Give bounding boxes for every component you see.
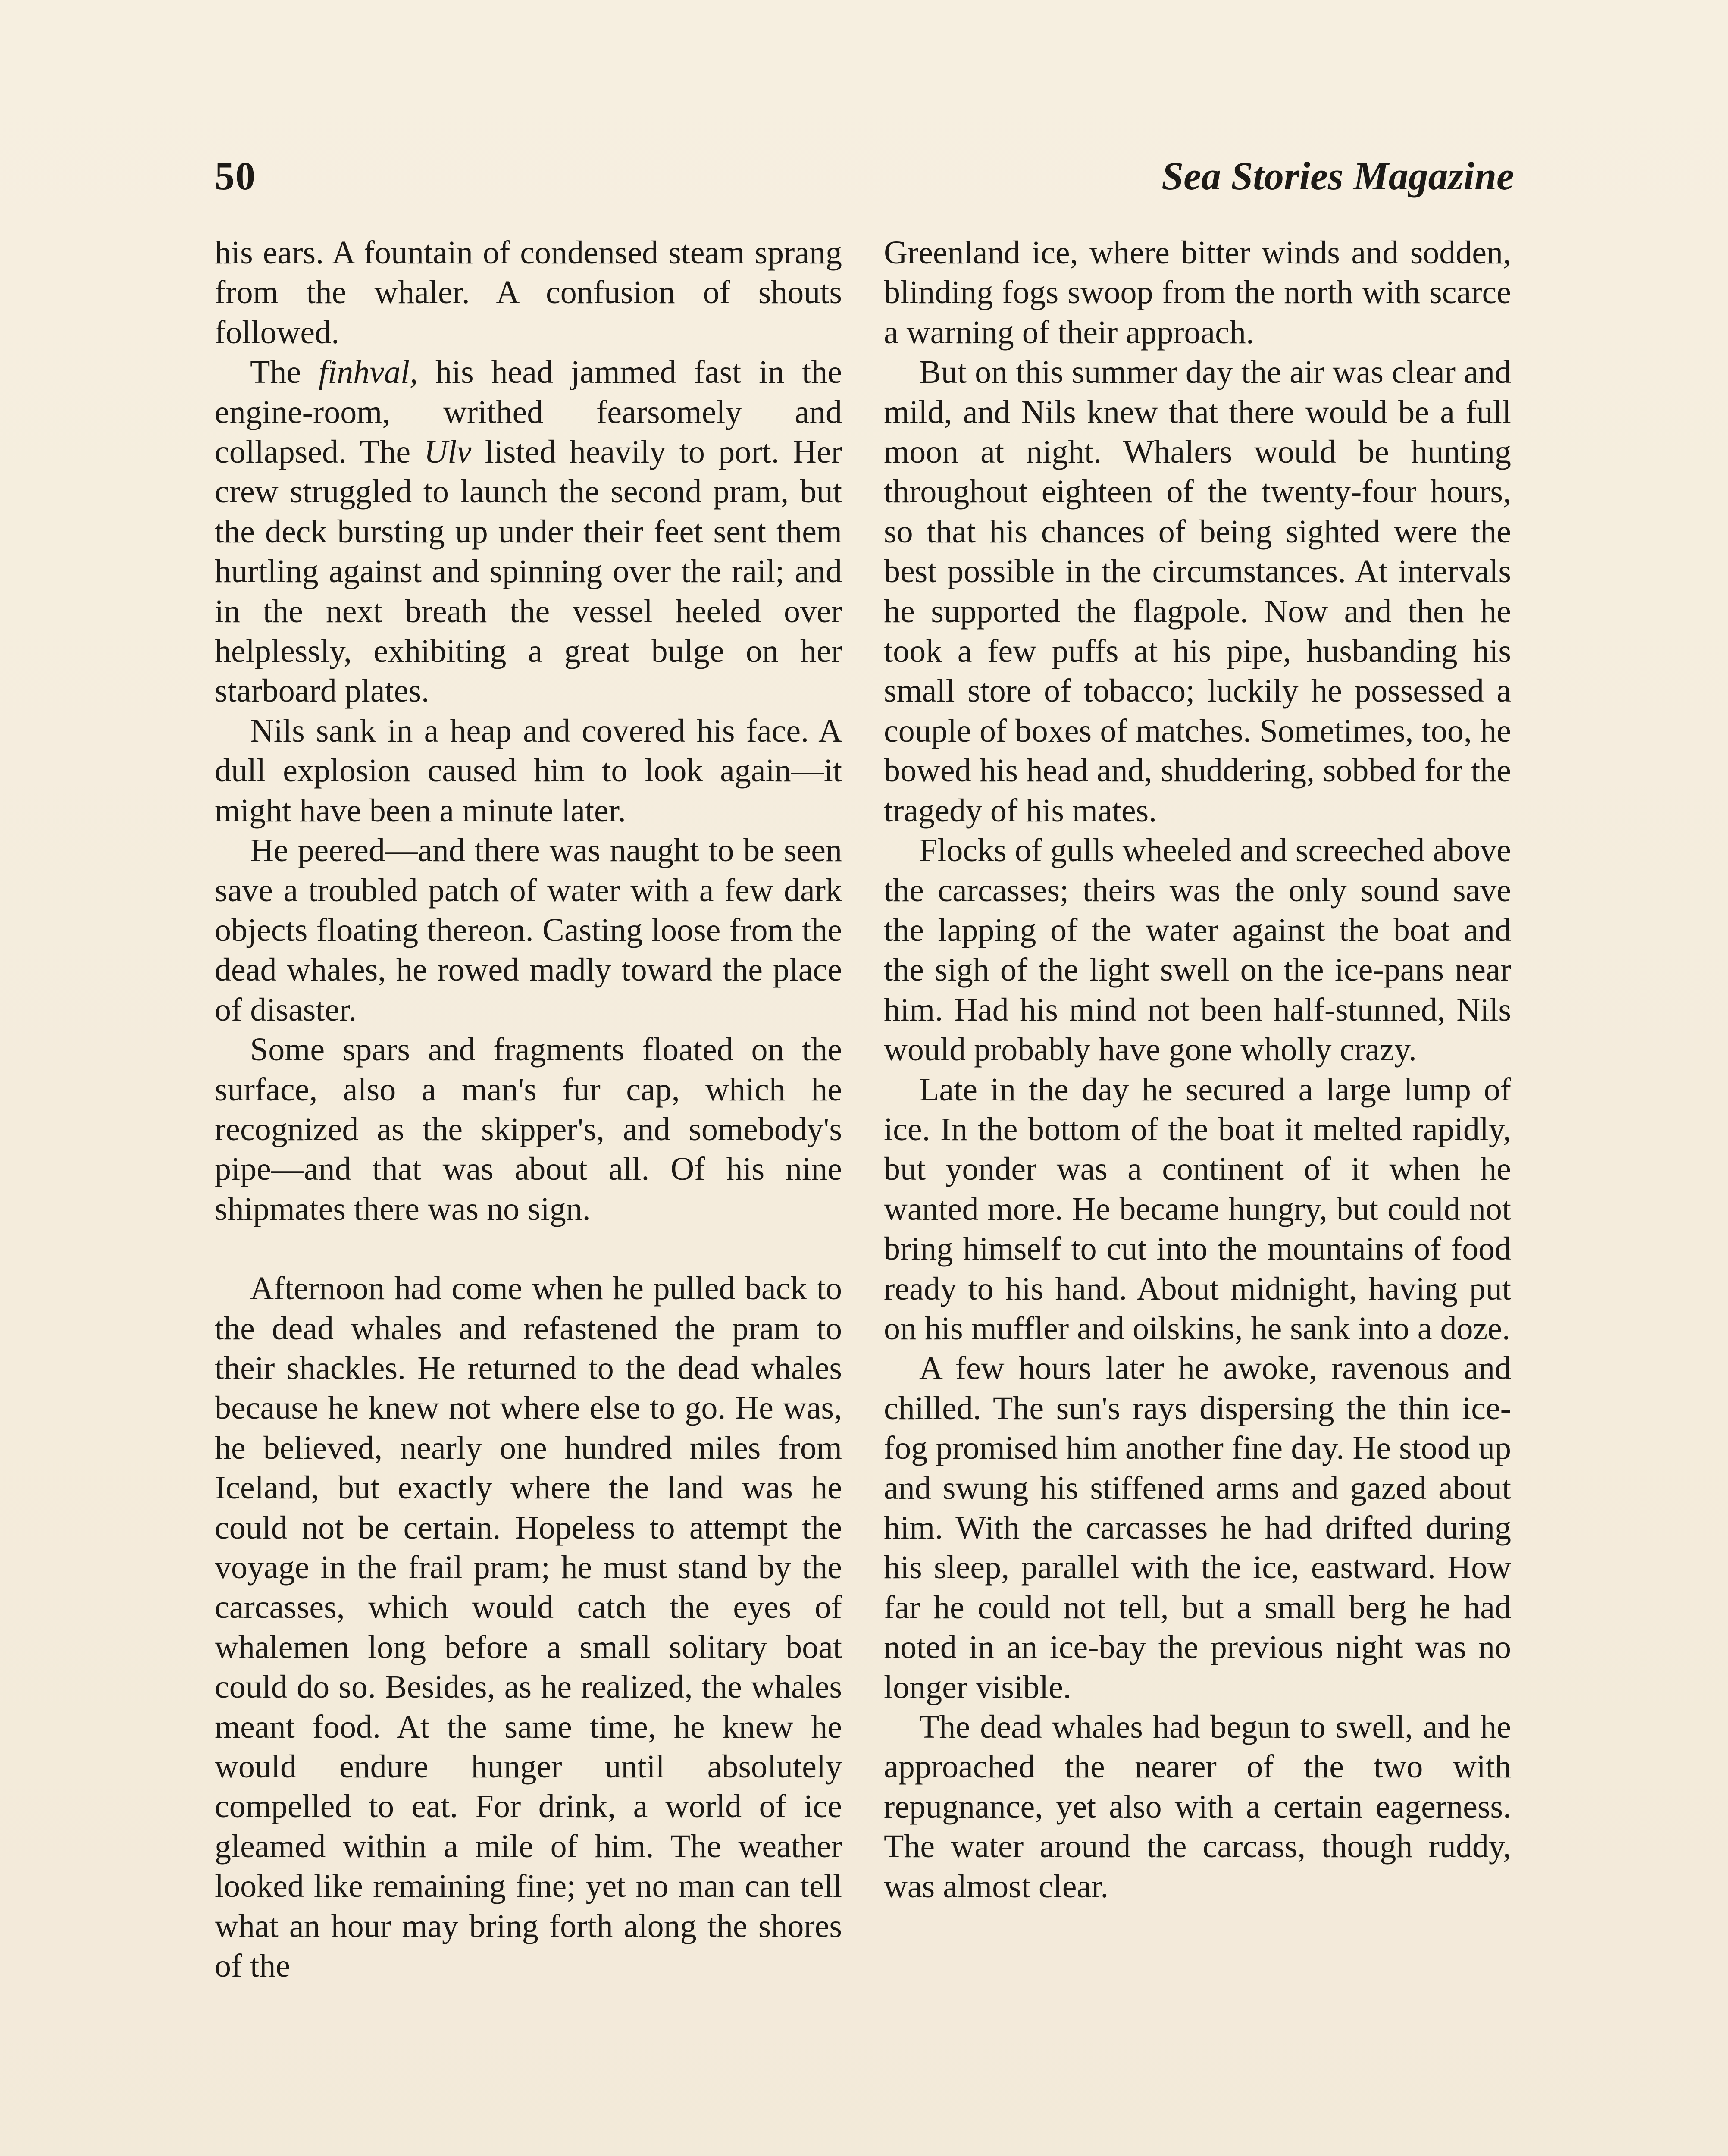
text-run: He peered—and there was naught to be seen save a troubled patch of water with a few dark objects floating thereon. Casting loose from the dead whales, he rowed madly toward the place of disaster.	[215, 832, 842, 1028]
paragraph	[884, 1070, 1511, 1349]
text-run: The	[250, 354, 319, 391]
paragraph	[884, 233, 1511, 352]
left-column	[215, 233, 842, 1986]
paragraph	[884, 830, 1511, 1069]
text-run: his ears. A fountain of condensed steam sprang from the whaler. A confusion of shouts followed.	[215, 235, 842, 351]
italic-text-run: finhval,	[319, 354, 418, 391]
paragraph	[215, 711, 842, 830]
paragraph	[215, 352, 842, 711]
text-run: A few hours later he awoke, ravenous and chilled. The sun's rays dispersing the thin ice-fog promised him another fine day. He stood up and swung his stiffened arms and gazed about him. With the carcasses he had drifted during his sleep, parallel with the ice, eastward. How far he could not tell, but a small berg he had noted in an ice-bay the previous night was no longer visible.	[884, 1350, 1511, 1705]
paragraph	[215, 1269, 842, 1986]
text-run: Late in the day he secured a large lump of ice. In the bottom of the boat it melted rapidly, but yonder was a continent of it when he wanted more. He became hungry, but could not bring himself to cut into the mountains of food ready to his hand. About midnight, having put on his muffler and oilskins, he sank into a doze.	[884, 1071, 1511, 1347]
text-run: Some spars and fragments floated on the surface, also a man's fur cap, which he recognized as the skipper's, and somebody's pipe—and that was about all. Of his nine shipmates there was no sign.	[215, 1031, 842, 1227]
paragraph	[884, 1348, 1511, 1707]
paragraph	[215, 830, 842, 1030]
right-column	[884, 233, 1511, 1906]
text-run: his head jammed fast in the engine-room, writhed fearsomely and collapsed. The	[215, 354, 842, 470]
paragraph	[884, 352, 1511, 830]
page-header	[215, 153, 1514, 209]
text-run: Greenland ice, where bitter winds and sodden, blinding fogs swoop from the north with scarce a warning of their approach.	[884, 235, 1511, 351]
italic-text-run: Ulv	[424, 434, 472, 470]
page-number: 50	[215, 154, 256, 198]
text-run: But on this summer day the air was clear and mild, and Nils knew that there would be a full moon at night. Whalers would be hunting throughout eighteen of the twenty-four hours, so that his chances of being sighted were the best possible in the circumstances. At intervals he supported the flagpole. Now and then he took a few puffs at his pipe, husbanding his small store of tobacco; luckily he possessed a couple of boxes of matches. Sometimes, too, he bowed his head and, shuddering, sobbed for the tragedy of his mates.	[884, 354, 1511, 829]
paragraph	[215, 1030, 842, 1229]
text-run: Nils sank in a heap and covered his face. A dull explosion caused him to look again—it might have been a minute later.	[215, 712, 842, 829]
text-run: The dead whales had begun to swell, and he approached the nearer of the two with repugnance, yet also with a certain eagerness. The water around the carcass, though ruddy, was almost clear.	[884, 1709, 1511, 1905]
text-run: listed heavily to port. Her crew struggled to launch the second pram, but the deck bursting up under their feet sent them hurtling against and spinning over the rail; and in the next breath the vessel heeled over helplessly, exhibiting a great bulge on her starboard plates.	[215, 434, 842, 709]
paragraph	[215, 233, 842, 352]
paragraph	[884, 1707, 1511, 1906]
magazine-title: Sea Stories Magazine	[1161, 154, 1514, 198]
text-run: Flocks of gulls wheeled and screeched above the carcasses; theirs was the only sound save the lapping of the water against the boat and the sigh of the light swell on the ice-pans near him. Had his mind not been half-stunned, Nils would probably have gone wholly crazy.	[884, 832, 1511, 1068]
text-run: Afternoon had come when he pulled back to the dead whales and refastened the pram to their shackles. He returned to the dead whales because he knew not where else to go. He was, he believed, nearly one hundred miles from Iceland, but exactly where the land was he could not be certain. Hopeless to attempt the voyage in the frail pram; he must stand by the carcasses, which would catch the eyes of whalemen long before a small solitary boat could do so. Besides, as he realized, the whales meant food. At the same time, he knew he would endure hunger until absolutely compelled to eat. For drink, a world of ice gleamed within a mile of him. The weather looked like remaining fine; yet no man can tell what an hour may bring forth along the shores of the	[215, 1270, 842, 1984]
